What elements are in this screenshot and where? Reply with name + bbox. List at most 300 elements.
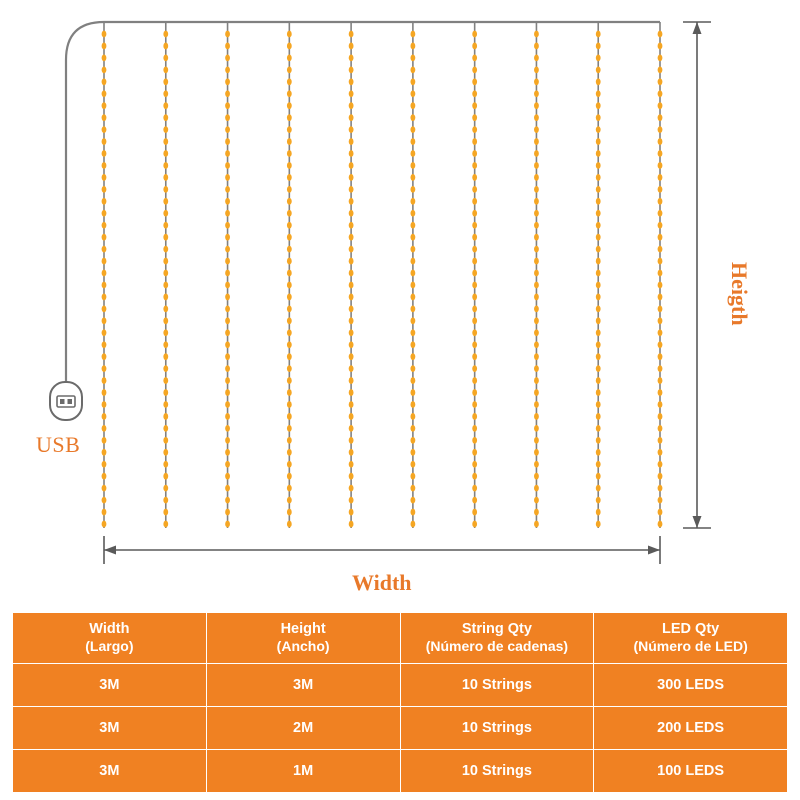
led-bulb [596, 78, 601, 85]
led-bulb [596, 449, 601, 456]
led-bulb [410, 341, 415, 348]
led-bulb [596, 198, 601, 205]
led-bulb [596, 305, 601, 312]
led-bulb [349, 138, 354, 145]
led-bulb [534, 186, 539, 193]
led-bulb [658, 449, 663, 456]
led-bulb [225, 126, 230, 133]
led-bulb [534, 305, 539, 312]
led-bulb [534, 66, 539, 73]
led-bulb [410, 377, 415, 384]
led-bulb [596, 425, 601, 432]
led-bulb [349, 497, 354, 504]
led-bulb [102, 377, 107, 384]
led-bulb [225, 90, 230, 97]
led-bulb [596, 461, 601, 468]
led-bulb [163, 43, 168, 50]
width-dimension-arrow-icon [104, 536, 660, 564]
led-bulb [349, 174, 354, 181]
led-bulb [349, 341, 354, 348]
led-bulb [472, 401, 477, 408]
led-bulb [472, 31, 477, 38]
led-bulb [410, 102, 415, 109]
led-bulb [163, 126, 168, 133]
led-bulb [163, 305, 168, 312]
led-bulb [410, 222, 415, 229]
led-bulb [534, 365, 539, 372]
led-bulb [658, 377, 663, 384]
led-bulb [472, 138, 477, 145]
led-bulb [163, 473, 168, 480]
led-bulb [349, 186, 354, 193]
led-bulb [349, 270, 354, 277]
led-bulb [349, 317, 354, 324]
led-bulb [596, 234, 601, 241]
led-bulb [596, 509, 601, 516]
table-header-sub: (Número de LED) [633, 638, 748, 655]
led-bulb [102, 102, 107, 109]
led-bulb [658, 497, 663, 504]
led-bulb [534, 509, 539, 516]
led-bulb [596, 521, 601, 528]
led-bulb [349, 521, 354, 528]
led-bulb [349, 485, 354, 492]
led-bulb [658, 43, 663, 50]
table-header-title: LED Qty [662, 621, 720, 638]
led-bulb [163, 174, 168, 181]
led-bulb [102, 485, 107, 492]
led-bulb [410, 126, 415, 133]
led-bulb [534, 473, 539, 480]
led-bulb [225, 329, 230, 336]
led-bulb [287, 114, 292, 121]
led-bulb [102, 413, 107, 420]
led-bulb [102, 509, 107, 516]
table-header-sub: (Ancho) [276, 638, 330, 655]
led-bulb [287, 126, 292, 133]
led-bulb [225, 222, 230, 229]
led-bulb [102, 138, 107, 145]
led-bulb [287, 521, 292, 528]
led-bulb [287, 270, 292, 277]
led-bulb [472, 43, 477, 50]
led-bulb [658, 222, 663, 229]
led-bulb [349, 222, 354, 229]
led-bulb [225, 473, 230, 480]
led-bulb [102, 305, 107, 312]
led-bulb [472, 186, 477, 193]
led-bulb [534, 353, 539, 360]
led-bulb [472, 497, 477, 504]
led-bulb [658, 521, 663, 528]
led-bulb [596, 138, 601, 145]
led-bulb [349, 258, 354, 265]
led-bulb [658, 102, 663, 109]
led-bulb [410, 246, 415, 253]
led-bulb [225, 294, 230, 301]
table-row [13, 664, 788, 707]
usb-connector-icon [50, 382, 82, 420]
led-bulb [225, 282, 230, 289]
led-bulb [287, 509, 292, 516]
led-bulb [102, 365, 107, 372]
led-bulb [287, 162, 292, 169]
led-bulb [410, 43, 415, 50]
led-bulb [658, 509, 663, 516]
led-bulb [102, 150, 107, 157]
led-bulb [410, 521, 415, 528]
led-bulb [287, 282, 292, 289]
led-bulb [658, 210, 663, 217]
led-bulb [534, 377, 539, 384]
led-bulb [534, 258, 539, 265]
led-bulb [534, 114, 539, 121]
led-bulb [534, 521, 539, 528]
led-bulb [472, 90, 477, 97]
table-row [13, 750, 788, 793]
led-bulb [287, 55, 292, 62]
led-bulb [349, 126, 354, 133]
led-bulb [163, 389, 168, 396]
led-bulb [534, 174, 539, 181]
led-bulb [349, 198, 354, 205]
led-bulb [534, 389, 539, 396]
led-bulb [410, 198, 415, 205]
led-bulb [472, 305, 477, 312]
led-bulb [225, 341, 230, 348]
led-bulb [410, 162, 415, 169]
led-bulb [102, 78, 107, 85]
led-bulb [287, 43, 292, 50]
led-bulb [102, 294, 107, 301]
led-bulb [472, 521, 477, 528]
led-bulb [349, 461, 354, 468]
led-bulb [102, 222, 107, 229]
led-bulb [287, 485, 292, 492]
table-cell: 10 Strings [400, 750, 594, 793]
led-bulb [596, 31, 601, 38]
led-bulb [410, 186, 415, 193]
led-bulb [287, 389, 292, 396]
led-bulb [163, 55, 168, 62]
led-bulb [658, 305, 663, 312]
led-bulb [534, 485, 539, 492]
led-bulb [410, 55, 415, 62]
led-bulb [410, 114, 415, 121]
led-bulb [472, 66, 477, 73]
table-cell: 100 LEDS [594, 750, 788, 793]
led-bulb [596, 162, 601, 169]
table-header-cell [13, 613, 207, 664]
led-bulb [102, 282, 107, 289]
table-cell: 3M [13, 750, 207, 793]
led-bulb [596, 90, 601, 97]
led-bulb [349, 294, 354, 301]
led-bulb [410, 473, 415, 480]
led-bulb [163, 485, 168, 492]
led-bulb [596, 126, 601, 133]
led-bulb [410, 305, 415, 312]
led-bulb [349, 413, 354, 420]
led-bulb [658, 66, 663, 73]
led-bulb [472, 270, 477, 277]
led-bulb [102, 329, 107, 336]
led-bulb [658, 198, 663, 205]
led-bulb [102, 234, 107, 241]
led-bulb [658, 90, 663, 97]
led-bulb [534, 43, 539, 50]
led-bulb [287, 365, 292, 372]
led-bulb [163, 270, 168, 277]
led-bulb [349, 102, 354, 109]
led-bulb [472, 294, 477, 301]
led-bulb [163, 413, 168, 420]
led-bulb [596, 246, 601, 253]
led-bulb [410, 461, 415, 468]
led-bulb [287, 31, 292, 38]
led-bulb [102, 521, 107, 528]
led-bulb [349, 389, 354, 396]
height-label: Heigth [727, 262, 752, 326]
led-bulb [163, 246, 168, 253]
led-bulb [287, 401, 292, 408]
led-bulb [349, 55, 354, 62]
led-bulb [225, 389, 230, 396]
led-bulb [163, 78, 168, 85]
led-bulb [163, 102, 168, 109]
led-bulb [163, 282, 168, 289]
led-bulb [658, 174, 663, 181]
led-bulb [163, 401, 168, 408]
led-bulb [225, 55, 230, 62]
table-cell: 3M [13, 707, 207, 750]
led-bulb [658, 461, 663, 468]
led-bulb [102, 162, 107, 169]
led-bulb [596, 317, 601, 324]
led-bulb [658, 31, 663, 38]
led-bulb [472, 114, 477, 121]
led-bulb [225, 150, 230, 157]
led-bulb [287, 198, 292, 205]
led-bulb [163, 66, 168, 73]
led-bulb [225, 401, 230, 408]
led-bulb [596, 473, 601, 480]
led-bulb [658, 365, 663, 372]
led-bulb [225, 66, 230, 73]
led-bulb [287, 234, 292, 241]
led-bulb [225, 377, 230, 384]
led-bulb [102, 497, 107, 504]
led-bulb [287, 473, 292, 480]
led-bulb [472, 246, 477, 253]
table-header-row [13, 613, 788, 664]
led-bulb [102, 90, 107, 97]
led-bulb [472, 162, 477, 169]
led-bulb [658, 114, 663, 121]
table-header-title: Width [89, 621, 130, 638]
led-bulb [596, 497, 601, 504]
led-bulb [410, 210, 415, 217]
led-bulb [472, 473, 477, 480]
led-bulb [472, 210, 477, 217]
led-bulb [410, 509, 415, 516]
led-bulb [410, 174, 415, 181]
table-header-sub: (Largo) [85, 638, 134, 655]
led-bulb [596, 353, 601, 360]
led-bulb [349, 150, 354, 157]
led-bulb [349, 329, 354, 336]
led-bulb [287, 174, 292, 181]
led-bulb [102, 317, 107, 324]
led-bulb [349, 162, 354, 169]
led-bulb [472, 329, 477, 336]
led-bulb [102, 66, 107, 73]
led-bulb [534, 138, 539, 145]
led-bulb [349, 353, 354, 360]
led-bulb [534, 401, 539, 408]
width-label: Width [352, 570, 412, 595]
power-lead-wire [66, 22, 660, 395]
led-bulb [163, 461, 168, 468]
led-bulb [349, 66, 354, 73]
led-bulb [658, 401, 663, 408]
table-cell: 300 LEDS [594, 664, 788, 707]
led-bulb [287, 66, 292, 73]
table-header-title: String Qty [461, 621, 532, 638]
led-bulb [410, 365, 415, 372]
led-bulb [534, 425, 539, 432]
led-bulb [472, 437, 477, 444]
led-bulb [163, 150, 168, 157]
led-bulb [472, 258, 477, 265]
led-bulb [472, 222, 477, 229]
led-bulb [658, 317, 663, 324]
led-bulb [287, 294, 292, 301]
led-bulb [349, 114, 354, 121]
led-bulb [534, 78, 539, 85]
led-bulb [410, 449, 415, 456]
led-bulb [534, 90, 539, 97]
led-bulb [102, 198, 107, 205]
led-bulb [163, 210, 168, 217]
led-bulb [658, 485, 663, 492]
table-cell: 200 LEDS [594, 707, 788, 750]
table-cell: 10 Strings [400, 664, 594, 707]
led-bulb [410, 66, 415, 73]
table-header-sub: (Número de cadenas) [425, 638, 569, 655]
led-bulb [658, 162, 663, 169]
led-bulb [163, 222, 168, 229]
led-bulb [102, 258, 107, 265]
led-bulb [349, 425, 354, 432]
led-bulb [287, 90, 292, 97]
led-bulb [102, 437, 107, 444]
led-bulb [287, 461, 292, 468]
led-bulb [472, 353, 477, 360]
led-bulb [287, 449, 292, 456]
led-bulb [410, 270, 415, 277]
led-bulb [225, 270, 230, 277]
led-bulb [102, 31, 107, 38]
led-bulb [349, 509, 354, 516]
led-bulb [163, 162, 168, 169]
led-bulb [534, 270, 539, 277]
led-bulb [596, 389, 601, 396]
led-bulb [596, 437, 601, 444]
table-row [13, 707, 788, 750]
led-bulb [472, 234, 477, 241]
led-bulb [287, 497, 292, 504]
led-bulb [349, 234, 354, 241]
led-bulb [225, 413, 230, 420]
led-bulb [596, 258, 601, 265]
table-cell: 3M [206, 664, 400, 707]
led-bulb [163, 353, 168, 360]
led-bulb [163, 341, 168, 348]
led-bulb [596, 66, 601, 73]
led-bulb [225, 353, 230, 360]
led-bulb [410, 485, 415, 492]
led-bulb [225, 317, 230, 324]
led-bulb [658, 186, 663, 193]
led-bulb [287, 305, 292, 312]
led-bulb [102, 270, 107, 277]
led-bulb [472, 282, 477, 289]
led-bulb [596, 294, 601, 301]
table-header-cell [206, 613, 400, 664]
led-bulb [349, 449, 354, 456]
led-bulb [102, 449, 107, 456]
led-bulb [410, 31, 415, 38]
led-bulb [658, 138, 663, 145]
led-bulb [287, 341, 292, 348]
led-bulb [472, 461, 477, 468]
led-bulb [534, 449, 539, 456]
height-dimension-arrow-icon [683, 22, 711, 528]
led-bulb [225, 174, 230, 181]
led-bulb [596, 282, 601, 289]
usb-label: USB [36, 432, 81, 457]
table-header-title: Height [280, 621, 326, 638]
led-bulb [534, 150, 539, 157]
led-bulb [472, 126, 477, 133]
led-bulb [596, 43, 601, 50]
led-bulb [472, 413, 477, 420]
led-bulb [534, 162, 539, 169]
led-bulb [534, 497, 539, 504]
led-bulb [410, 282, 415, 289]
led-bulb [596, 365, 601, 372]
led-bulb [410, 258, 415, 265]
led-bulb [410, 234, 415, 241]
led-bulb [534, 246, 539, 253]
led-bulb [596, 186, 601, 193]
led-bulb [102, 210, 107, 217]
led-bulb [225, 162, 230, 169]
led-bulb [534, 461, 539, 468]
led-bulb [410, 401, 415, 408]
led-bulb [596, 55, 601, 62]
led-bulb [287, 150, 292, 157]
led-bulb [534, 55, 539, 62]
led-bulb [410, 78, 415, 85]
led-bulb [349, 473, 354, 480]
led-bulb [658, 413, 663, 420]
led-bulb [225, 365, 230, 372]
led-bulb [534, 317, 539, 324]
led-bulb [596, 102, 601, 109]
led-bulb [658, 329, 663, 336]
